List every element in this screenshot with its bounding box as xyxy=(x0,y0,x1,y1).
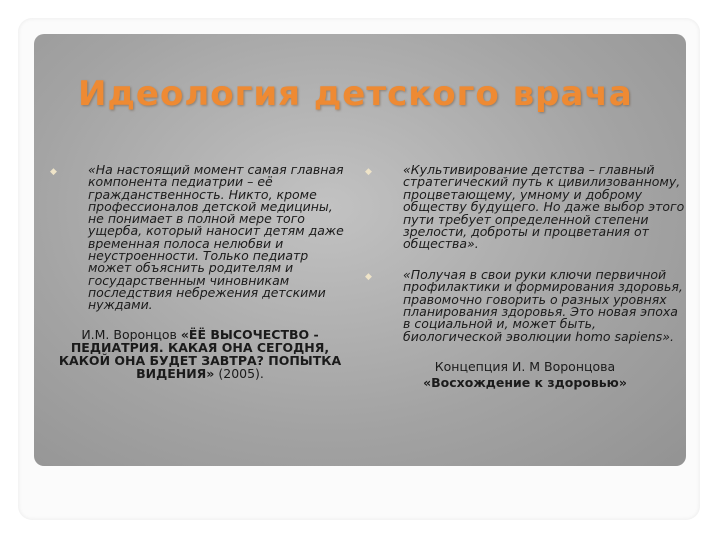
source-work-title: «ЁЁ ВЫСОЧЕСТВО - ПЕДИАТРИЯ. КАКАЯ ОНА СЕГОДНЯ, КАКОЙ ОНА БУДЕТ ЗАВТРА? ПОПЫТКА ВИДЕНИЯ» xyxy=(58,326,342,381)
left-quote: «На настоящий момент самая главная компонента педиатрии – её гражданственность. Никто, кроме профессионалов детской медицины, не понимает в полной мере того ущерба, который наносит детям даже временная полоса нелюбви и неустроенности. Только педиатр может объяснить родителям и государственным чиновникам последствия небрежения детскими нуждами. xyxy=(88,162,344,313)
bullet-icon: ◆ xyxy=(365,167,372,177)
right-quote-2: «Получая в свои руки ключи первичной профилактики и формирования здоровья, правомочно говорить о разных уровнях планирования здоровья. Это новая эпоха в социальной и, может быть, биологической эволюции homo sapiens». xyxy=(403,266,683,344)
right-bullet-2 xyxy=(365,266,685,344)
bullet-icon: ◆ xyxy=(50,167,57,177)
bullet-icon: ◆ xyxy=(365,271,372,282)
left-column xyxy=(50,164,350,380)
right-column xyxy=(365,164,685,391)
right-bullet-1 xyxy=(365,164,685,251)
concept-title: «Восхождение к здоровью» xyxy=(423,375,627,391)
right-quote-1: «Культивирование детства – главный стратегический путь к цивилизованному, процветающему, умному и доброму обществу будущего. Но даже выбор этого пути требует определенной степени зрелости, доброты и процветания от общества». xyxy=(403,162,685,252)
concept-source xyxy=(365,359,685,391)
concept-line: Концепция И. М Воронцова xyxy=(434,359,616,375)
source-year: (2005). xyxy=(214,365,264,381)
source-author: И.М. Воронцов xyxy=(81,326,181,342)
left-source xyxy=(50,328,350,380)
slide-title: Идеология детского врача xyxy=(78,74,633,114)
left-bullet xyxy=(50,164,350,312)
